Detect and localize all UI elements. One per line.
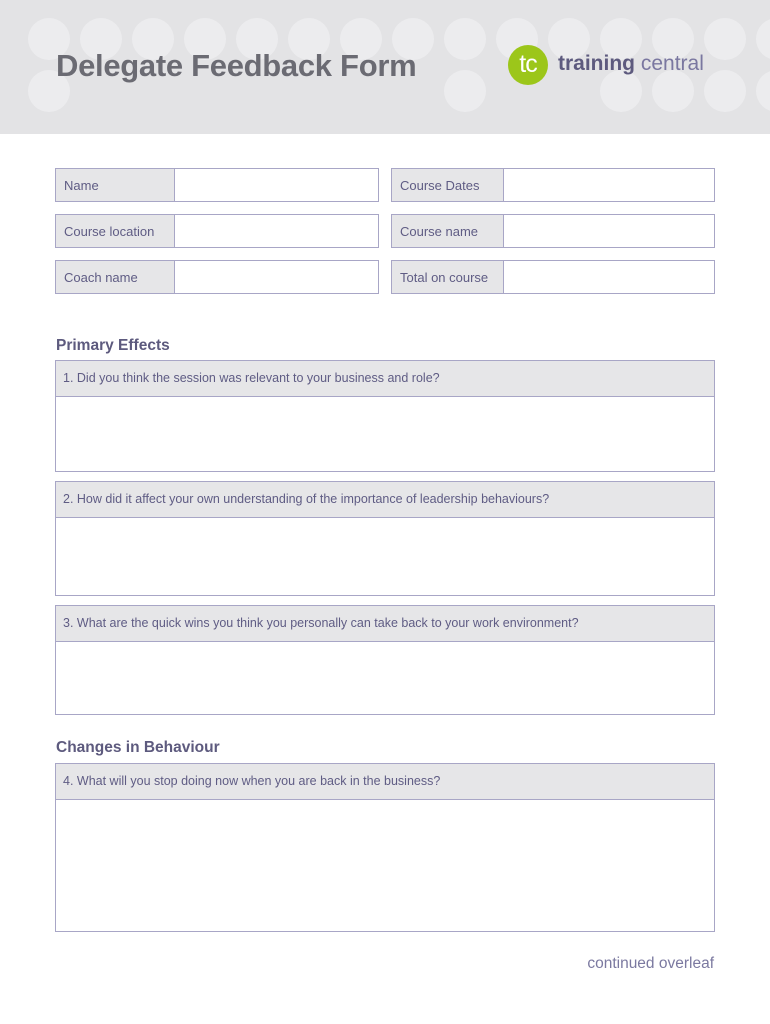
continued-overleaf-note: continued overleaf <box>587 955 714 972</box>
question-4-text: 4. What will you stop doing now when you are back in the business? <box>56 764 714 800</box>
question-2-box <box>55 481 715 596</box>
question-4-box <box>55 763 715 932</box>
question-1-text: 1. Did you think the session was relevant to your business and role? <box>56 361 714 397</box>
question-1-answer-area[interactable] <box>56 397 714 471</box>
total-on-course-label: Total on course <box>391 260 504 294</box>
page-header <box>0 0 770 134</box>
question-3-box <box>55 605 715 715</box>
logo-word-training: training <box>558 52 635 75</box>
question-2-answer-area[interactable] <box>56 518 714 595</box>
section-title-changes-in-behaviour: Changes in Behaviour <box>56 739 220 756</box>
name-label: Name <box>55 168 175 202</box>
logo-mark: tc <box>508 45 548 85</box>
coach-name-label: Coach name <box>55 260 175 294</box>
form-title: Delegate Feedback Form <box>56 48 417 83</box>
logo-word-central: central <box>640 52 704 75</box>
course-name-field[interactable] <box>503 214 715 248</box>
course-dates-field[interactable] <box>503 168 715 202</box>
course-name-label: Course name <box>391 214 504 248</box>
question-3-text: 3. What are the quick wins you think you personally can take back to your work environment? <box>56 606 714 642</box>
question-2-text: 2. How did it affect your own understanding of the importance of leadership behaviours? <box>56 482 714 518</box>
total-on-course-field[interactable] <box>503 260 715 294</box>
logo-wordmark <box>558 52 704 76</box>
question-1-box <box>55 360 715 472</box>
question-3-answer-area[interactable] <box>56 642 714 714</box>
course-location-label: Course location <box>55 214 175 248</box>
name-field[interactable] <box>174 168 379 202</box>
question-4-answer-area[interactable] <box>56 800 714 931</box>
course-dates-label: Course Dates <box>391 168 504 202</box>
section-title-primary-effects: Primary Effects <box>56 337 170 354</box>
coach-name-field[interactable] <box>174 260 379 294</box>
course-location-field[interactable] <box>174 214 379 248</box>
